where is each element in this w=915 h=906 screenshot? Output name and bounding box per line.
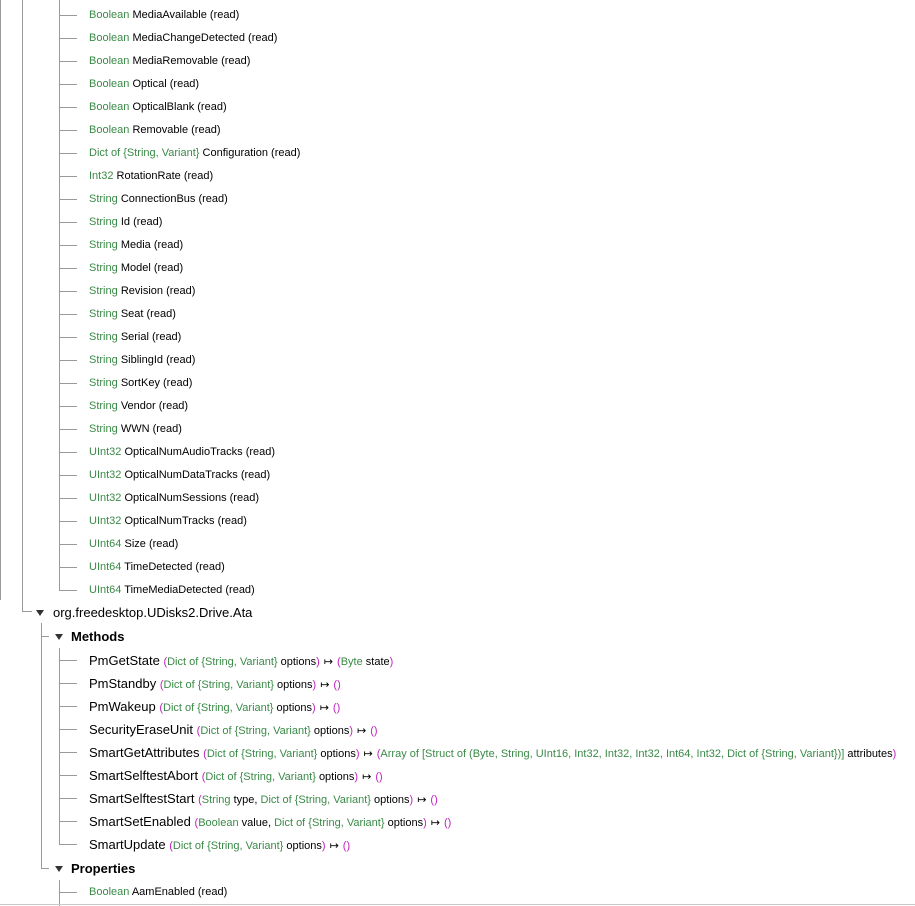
tree-guide-branch: [59, 798, 77, 799]
property-type: UInt64: [89, 584, 122, 596]
property-item[interactable]: [89, 280, 195, 303]
property-type: String: [89, 285, 118, 297]
property-name: Id: [120, 216, 130, 228]
method-signature: [159, 702, 340, 714]
method-item[interactable]: [89, 695, 340, 718]
property-item[interactable]: [89, 50, 250, 73]
property-access: (read): [245, 446, 276, 458]
paren-close: ): [355, 748, 360, 760]
property-name: Serial: [120, 331, 149, 343]
separator: ,: [254, 794, 261, 806]
property-item[interactable]: [89, 372, 192, 395]
tree-guide-branch: [59, 61, 77, 62]
paren-close: ): [892, 748, 897, 760]
property-access: (read): [146, 308, 176, 320]
method-item[interactable]: [89, 810, 451, 833]
paren-open: (: [443, 817, 448, 829]
tree-guide-branch: [59, 775, 77, 776]
tree-guide-branch: [59, 130, 77, 131]
tree-guide-branch: [59, 706, 77, 707]
properties-expander-icon[interactable]: [55, 866, 63, 872]
property-type: String: [89, 216, 118, 228]
property-access: (read): [248, 32, 278, 44]
property-access: (read): [197, 101, 227, 113]
method-name: SecurityEraseUnit: [89, 722, 194, 737]
properties-label: Properties: [71, 861, 136, 876]
property-access: (read): [183, 170, 214, 182]
property-access: (read): [229, 492, 259, 504]
properties-group[interactable]: [71, 857, 135, 880]
tree-guide-branch: [59, 383, 77, 384]
property-name: Optical: [132, 78, 167, 90]
returns-arrow-icon: ↦: [430, 817, 439, 829]
tree-guide-branch: [59, 245, 77, 246]
paren-close: ): [389, 656, 394, 668]
in-arg-name: options: [313, 725, 350, 737]
in-arg-name: options: [277, 679, 313, 691]
in-arg-type: Dict of {String, Variant}: [206, 748, 318, 760]
property-access: (read): [225, 584, 255, 596]
property-item[interactable]: [89, 211, 162, 234]
window-bottom-border: [0, 904, 915, 905]
tree-guide-branch: [59, 844, 77, 845]
tree-guide-branch: [59, 153, 77, 154]
property-name: AamEnabled: [131, 886, 195, 898]
tree-guide-branch: [59, 892, 77, 893]
tree-guide-branch: [59, 314, 77, 315]
tree-guide-branch: [59, 38, 77, 39]
property-access: (read): [217, 515, 247, 527]
property-item[interactable]: [89, 579, 255, 602]
property-item[interactable]: [89, 395, 188, 418]
returns-arrow-icon: ↦: [323, 656, 333, 668]
in-arg-type: Dict of {String, Variant}: [274, 817, 385, 829]
property-name: Revision: [120, 285, 163, 297]
property-name: MediaRemovable: [132, 55, 219, 67]
property-access: (read): [166, 285, 196, 297]
paren-open: (: [337, 656, 341, 668]
in-arg-type: Dict of {String, Variant}: [167, 656, 278, 668]
tree-guide-properties-trunk: [59, 0, 60, 590]
property-access: (read): [153, 239, 184, 251]
paren-open: (: [370, 725, 374, 737]
property-type: String: [89, 354, 118, 366]
paren-open: (: [163, 656, 168, 668]
property-type: String: [89, 377, 118, 389]
method-item[interactable]: [89, 718, 378, 741]
method-item[interactable]: [89, 649, 393, 672]
in-arg-type: Dict of {String, Variant}: [205, 771, 316, 783]
method-signature: [169, 840, 350, 852]
property-type: Boolean: [89, 55, 130, 67]
property-item[interactable]: [89, 418, 182, 441]
tree-guide-branch: [59, 452, 77, 453]
property-access: (read): [198, 193, 228, 205]
property-access: (read): [169, 78, 200, 90]
paren-open: (: [194, 817, 199, 829]
method-item[interactable]: [89, 741, 896, 764]
tree-guide-branch: [59, 683, 77, 684]
property-name: TimeMediaDetected: [124, 584, 223, 596]
out-arg-name: state: [365, 656, 390, 668]
in-arg-name: type: [233, 794, 255, 806]
method-item[interactable]: [89, 833, 350, 856]
method-signature: [163, 656, 393, 668]
method-name: PmGetState: [89, 653, 160, 668]
property-access: (read): [158, 400, 189, 412]
paren-open: (: [375, 771, 379, 783]
tree-guide-interface-trunk: [22, 0, 23, 611]
property-name: OpticalBlank: [132, 101, 195, 113]
paren-open: (: [196, 725, 201, 737]
method-name: SmartSetEnabled: [89, 814, 191, 829]
property-type: String: [89, 331, 118, 343]
separator: ,: [267, 817, 275, 829]
property-access: (read): [271, 147, 301, 159]
tree-guide-branch: [59, 15, 77, 16]
property-type: Boolean: [89, 9, 130, 21]
property-type: String: [89, 262, 118, 274]
tree-guide-ata-properties-trunk: [59, 880, 60, 906]
tree-guide-branch: [59, 821, 77, 822]
in-arg-name: options: [318, 771, 355, 783]
tree-guide-branch: [59, 660, 77, 661]
property-item[interactable]: [89, 556, 225, 579]
in-arg-type: Boolean: [198, 817, 239, 829]
paren-close: ): [316, 656, 320, 668]
property-item[interactable]: [89, 510, 247, 533]
in-arg-type: Dict of {String, Variant}: [260, 794, 371, 806]
method-signature: [195, 817, 452, 829]
tree-guide-branch: [59, 107, 77, 108]
property-item[interactable]: [89, 349, 195, 372]
property-type: Boolean: [89, 886, 130, 898]
property-item[interactable]: [89, 119, 220, 142]
tree-guide-branch: [59, 199, 77, 200]
in-arg-name: options: [280, 656, 317, 668]
property-name: Seat: [120, 308, 144, 320]
property-item[interactable]: [89, 165, 213, 188]
property-access: (read): [133, 216, 163, 228]
property-name: TimeDetected: [124, 561, 193, 573]
paren-open: (: [159, 679, 164, 691]
paren-close: ): [434, 794, 438, 806]
property-name: SiblingId: [120, 354, 164, 366]
in-arg-name: options: [320, 748, 356, 760]
interface-expander-icon[interactable]: [36, 610, 44, 616]
in-arg-type: String: [201, 794, 231, 806]
paren-open: (: [332, 702, 337, 714]
method-name: SmartSelftestAbort: [89, 768, 199, 783]
method-signature: [160, 679, 341, 691]
property-item[interactable]: [89, 234, 183, 257]
tree-guide-methods-trunk: [59, 648, 60, 845]
tree-guide-branch: [59, 475, 77, 476]
method-name: SmartUpdate: [89, 837, 166, 852]
paren-open: (: [333, 679, 338, 691]
out-arg-type: Byte: [340, 656, 363, 668]
property-item[interactable]: [89, 533, 178, 556]
tree-guide-branch: [59, 84, 77, 85]
method-item[interactable]: [89, 672, 341, 695]
property-name: Model: [120, 262, 151, 274]
property-name: Removable: [132, 124, 189, 136]
paren-open: (: [159, 702, 164, 714]
property-type: String: [89, 193, 118, 205]
tree-guide-branch: [59, 291, 77, 292]
property-access: (read): [166, 354, 196, 366]
property-type: Boolean: [89, 101, 130, 113]
paren-open: (: [198, 794, 202, 806]
property-name: MediaChangeDetected: [132, 32, 245, 44]
property-item[interactable]: [89, 142, 300, 165]
method-name: SmartGetAttributes: [89, 745, 200, 760]
paren-open: (: [430, 794, 435, 806]
tree-guide-branch: [59, 176, 77, 177]
paren-close: ): [373, 725, 378, 737]
paren-close: ): [354, 771, 359, 783]
property-access: (read): [191, 124, 221, 136]
paren-open: (: [342, 840, 347, 852]
property-access: (read): [195, 561, 225, 573]
returns-arrow-icon: ↦: [320, 679, 329, 691]
tree-guide-branch: [59, 406, 77, 407]
property-access: (read): [148, 538, 179, 550]
property-type: Boolean: [89, 124, 130, 136]
paren-close: ): [423, 817, 427, 829]
paren-close: ): [312, 679, 317, 691]
methods-label: Methods: [71, 629, 125, 644]
property-type: UInt64: [89, 538, 122, 550]
property-item[interactable]: [89, 303, 176, 326]
property-name: SortKey: [120, 377, 160, 389]
paren-open: (: [201, 771, 206, 783]
property-access: (read): [240, 469, 271, 481]
property-name: OpticalNumSessions: [124, 492, 227, 504]
property-name: ConnectionBus: [120, 193, 196, 205]
paren-close: ): [337, 679, 341, 691]
tree-guide-branch: [59, 752, 77, 753]
in-arg-name: options: [374, 794, 410, 806]
tree-guide-branch: [59, 337, 77, 338]
tree-guide-branch: [59, 729, 77, 730]
paren-close: ): [346, 840, 351, 852]
in-arg-type: Dict of {String, Variant}: [163, 702, 274, 714]
out-arg-name: attributes: [847, 748, 893, 760]
property-item[interactable]: [89, 881, 227, 904]
property-item[interactable]: [89, 487, 259, 510]
property-type: UInt32: [89, 515, 122, 527]
returns-arrow-icon: ↦: [329, 840, 338, 852]
paren-close: ): [447, 817, 452, 829]
tree-guide-branch: [59, 567, 77, 568]
returns-arrow-icon: ↦: [357, 725, 366, 737]
in-arg-name: options: [276, 702, 313, 714]
method-name: SmartSelftestStart: [89, 791, 195, 806]
interface-node[interactable]: [53, 601, 252, 624]
returns-arrow-icon: ↦: [363, 748, 372, 760]
method-item[interactable]: [89, 764, 383, 787]
paren-close: ): [349, 725, 354, 737]
tree-guide-root: [0, 0, 1, 600]
methods-expander-icon[interactable]: [55, 634, 63, 640]
method-name: PmStandby: [89, 676, 157, 691]
property-type: String: [89, 308, 118, 320]
property-name: RotationRate: [116, 170, 181, 182]
property-item[interactable]: [89, 27, 277, 50]
interface-name: org.freedesktop.UDisks2.Drive.Ata: [53, 605, 253, 620]
tree-guide-branch: [59, 544, 77, 545]
returns-arrow-icon: ↦: [417, 794, 426, 806]
paren-close: ): [312, 702, 316, 714]
property-type: String: [89, 423, 118, 435]
out-arg-type: Array of [Struct of (Byte, String, UInt16, Int32, Int32, Int32, Int64, Int32, Dict of {String, Variant})]: [380, 748, 845, 760]
tree-guide-ata-properties-stub: [41, 868, 49, 869]
tree-guide-branch: [59, 429, 77, 430]
property-access: (read): [152, 331, 182, 343]
property-access: (read): [153, 262, 184, 274]
in-arg-name: value: [241, 817, 268, 829]
property-name: MediaAvailable: [132, 9, 207, 21]
property-name: Media: [120, 239, 151, 251]
property-type: UInt32: [89, 469, 122, 481]
property-name: Configuration: [202, 147, 268, 159]
paren-close: ): [321, 840, 326, 852]
returns-arrow-icon: ↦: [362, 771, 371, 783]
property-access: (read): [221, 55, 251, 67]
property-name: WWN: [120, 423, 150, 435]
tree-guide-ata-trunk: [41, 623, 42, 869]
tree-guide-branch: [59, 360, 77, 361]
method-signature: [202, 771, 383, 783]
method-signature: [197, 725, 378, 737]
property-name: OpticalNumTracks: [124, 515, 215, 527]
methods-group[interactable]: [71, 625, 124, 648]
paren-close: ): [409, 794, 414, 806]
paren-open: (: [169, 840, 173, 852]
paren-open: (: [376, 748, 381, 760]
property-type: UInt32: [89, 492, 122, 504]
property-item[interactable]: [89, 4, 239, 27]
property-type: String: [89, 239, 118, 251]
in-arg-name: options: [286, 840, 322, 852]
property-type: Boolean: [89, 78, 130, 90]
property-type: UInt64: [89, 561, 122, 573]
tree-guide-ata-methods-stub: [41, 636, 49, 637]
tree-guide-branch: [59, 521, 77, 522]
property-type: Boolean: [89, 32, 130, 44]
method-name: PmWakeup: [89, 699, 156, 714]
method-signature: [203, 748, 896, 760]
tree-guide-interface-stub: [22, 611, 32, 612]
property-item[interactable]: [89, 326, 181, 349]
in-arg-type: Dict of {String, Variant}: [163, 679, 274, 691]
property-item[interactable]: [89, 73, 199, 96]
property-item[interactable]: [89, 441, 275, 464]
property-access: (read): [163, 377, 193, 389]
property-item[interactable]: [89, 96, 227, 119]
paren-close: ): [336, 702, 341, 714]
property-item[interactable]: [89, 464, 270, 487]
property-name: Vendor: [120, 400, 156, 412]
property-type: Int32: [89, 170, 114, 182]
property-access: (read): [152, 423, 182, 435]
tree-guide-branch: [59, 268, 77, 269]
property-name: Size: [124, 538, 146, 550]
property-item[interactable]: [89, 257, 183, 280]
property-type: UInt32: [89, 446, 122, 458]
returns-arrow-icon: ↦: [319, 702, 328, 714]
property-item[interactable]: [89, 188, 228, 211]
in-arg-type: Dict of {String, Variant}: [200, 725, 311, 737]
property-type: Dict of {String, Variant}: [89, 147, 200, 159]
property-name: OpticalNumAudioTracks: [124, 446, 243, 458]
tree-guide-branch: [59, 222, 77, 223]
tree-guide-branch: [59, 498, 77, 499]
paren-close: ): [378, 771, 383, 783]
property-access: (read): [209, 9, 240, 21]
property-access: (read): [197, 886, 228, 898]
in-arg-name: options: [387, 817, 424, 829]
property-type: String: [89, 400, 118, 412]
tree-guide-branch: [59, 590, 77, 591]
method-item[interactable]: [89, 787, 438, 810]
property-name: OpticalNumDataTracks: [124, 469, 238, 481]
paren-open: (: [203, 748, 207, 760]
method-signature: [198, 794, 438, 806]
in-arg-type: Dict of {String, Variant}: [172, 840, 284, 852]
